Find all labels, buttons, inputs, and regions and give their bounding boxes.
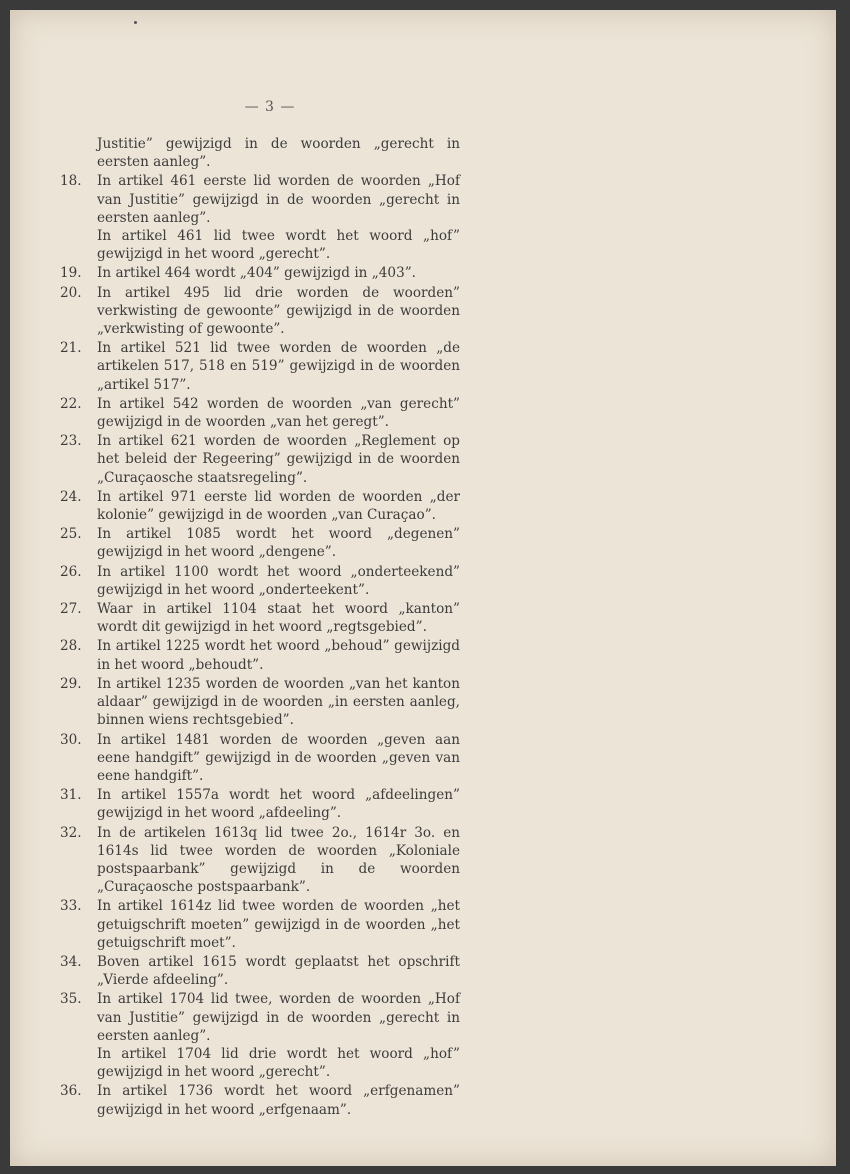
item-paragraph: In artikel 495 lid drie worden de woorden” verkwisting de gewoonte” gewijzigd in de woorden „verkwisting of gewoonte”. [97, 284, 460, 338]
amendment-item [60, 637, 460, 673]
amendment-item [60, 824, 460, 897]
item-paragraph: In artikel 1736 wordt het woord „erfgenamen” gewijzigd in het woord „erfgenaam”. [97, 1083, 460, 1118]
amendment-item [60, 172, 460, 263]
item-body [97, 731, 460, 786]
item-paragraph: In artikel 461 lid twee wordt het woord „hof” gewijzigd in het woord „gerecht”. [97, 228, 460, 263]
item-paragraph: In artikel 1704 lid drie wordt het woord „hof” gewijzigd in het woord „gerecht”. [97, 1045, 460, 1081]
item-body [97, 786, 460, 822]
amendment-item [60, 1082, 460, 1118]
item-paragraph: In artikel 1704 lid twee, worden de woorden „Hof van Justitie” gewijzigd in de woorden „gerecht in eersten aanleg”. [97, 991, 460, 1044]
item-paragraph: In de artikelen 1613q lid twee 2o., 1614r 3o. en 1614s lid twee worden de woorden „Koloniale postspaarbank” gewijzigd in de woorden „Curaçaosche postspaarbank”. [97, 824, 460, 896]
item-body [97, 990, 460, 1081]
amendment-item [60, 432, 460, 487]
amendment-item [60, 563, 460, 599]
intro-continuation: Justitie” gewijzigd in de woorden „gerecht in eersten aanleg”. [97, 136, 460, 171]
amendment-item [60, 395, 460, 431]
item-paragraph: Waar in artikel 1104 staat het woord „kanton” wordt dit gewijzigd in het woord „regtsgebied”. [97, 601, 460, 636]
item-paragraph: In artikel 1235 worden de woorden „van het kanton aldaar” gewijzigd in de woorden „in eersten aanleg, binnen wiens rechtsgebied”. [97, 675, 460, 729]
item-number: 36. [60, 1083, 82, 1100]
amendment-item [60, 897, 460, 952]
item-number: 28. [60, 638, 82, 655]
amendment-item [60, 339, 460, 394]
amendment-item [60, 488, 460, 524]
item-body [97, 637, 460, 673]
item-number: 33. [60, 898, 82, 915]
item-body [97, 525, 460, 561]
item-paragraph: In artikel 971 eerste lid worden de woorden „der kolonie” gewijzigd in de woorden „van Curaçao”. [97, 488, 460, 524]
item-number: 19. [60, 265, 82, 282]
item-paragraph: In artikel 1614z lid twee worden de woorden „het getuigschrift moeten” gewijzigd in de woorden „het getuigschrift moet”. [97, 898, 460, 951]
page-number: — 3 — [244, 99, 296, 115]
amendment-item [60, 953, 460, 989]
amendment-item [60, 284, 460, 339]
item-number: 31. [60, 787, 82, 804]
amendment-item [60, 990, 460, 1081]
amendment-item [60, 264, 460, 282]
item-paragraph: In artikel 1085 wordt het woord „degenen” gewijzigd in het woord „dengene”. [97, 526, 460, 561]
item-number: 32. [60, 824, 82, 841]
item-number: 22. [60, 395, 82, 412]
item-body [97, 488, 460, 524]
amendment-item [60, 786, 460, 822]
item-body [97, 264, 460, 282]
item-paragraph: In artikel 1481 worden de woorden „geven aan eene handgift” gewijzigd in de woorden „geven van eene handgift”. [97, 731, 460, 784]
document-page [10, 10, 836, 1166]
item-number: 29. [60, 675, 82, 692]
item-body [97, 824, 460, 897]
item-paragraph: In artikel 621 worden de woorden „Reglement op het beleid der Regeering” gewijzigd in de woorden „Curaçaosche staatsregeling”. [97, 433, 460, 486]
amendment-item [60, 675, 460, 730]
item-paragraph: In artikel 1100 wordt het woord „onderteekend” gewijzigd in het woord „onderteekent”. [97, 563, 460, 598]
item-number: 30. [60, 731, 82, 748]
item-number: 23. [60, 433, 82, 450]
item-paragraph: In artikel 521 lid twee worden de woorden „de artikelen 517, 518 en 519” gewijzigd in de woorden „artikel 517”. [97, 340, 460, 393]
item-body [97, 395, 460, 431]
item-number: 21. [60, 340, 82, 357]
item-body [97, 953, 460, 989]
item-body [97, 339, 460, 394]
item-number: 27. [60, 601, 82, 618]
item-body [97, 284, 460, 339]
item-number: 26. [60, 563, 82, 580]
item-paragraph: In artikel 464 wordt „404” gewijzigd in „403”. [97, 265, 417, 282]
item-body [97, 600, 460, 636]
amendment-items [60, 172, 460, 1118]
item-number: 35. [60, 991, 82, 1008]
item-body [97, 1082, 460, 1118]
amendment-item [60, 525, 460, 561]
amendment-item [60, 600, 460, 636]
item-paragraph: In artikel 1225 wordt het woord „behoud” gewijzigd in het woord „behoudt”. [97, 638, 460, 673]
item-paragraph: In artikel 461 eerste lid worden de woorden „Hof van Justitie” gewijzigd in de woorden „gerecht in eersten aanleg”. [97, 173, 460, 226]
item-number: 20. [60, 284, 82, 301]
item-number: 34. [60, 953, 82, 970]
item-paragraph: In artikel 1557a wordt het woord „afdeelingen” gewijzigd in het woord „afdeeling”. [97, 787, 460, 822]
item-number: 24. [60, 488, 82, 505]
item-paragraph: In artikel 542 worden de woorden „van gerecht” gewijzigd in de woorden „van het geregt”. [97, 395, 460, 431]
item-body [97, 172, 460, 263]
ink-speck [134, 21, 137, 24]
item-paragraph: Boven artikel 1615 wordt geplaatst het opschrift „Vierde afdeeling”. [97, 953, 460, 989]
item-number: 25. [60, 526, 82, 543]
item-body [97, 563, 460, 599]
item-body [97, 432, 460, 487]
article-list [60, 135, 460, 1119]
item-number: 18. [60, 173, 82, 190]
amendment-item [60, 731, 460, 786]
item-body [97, 675, 460, 730]
item-body [97, 897, 460, 952]
